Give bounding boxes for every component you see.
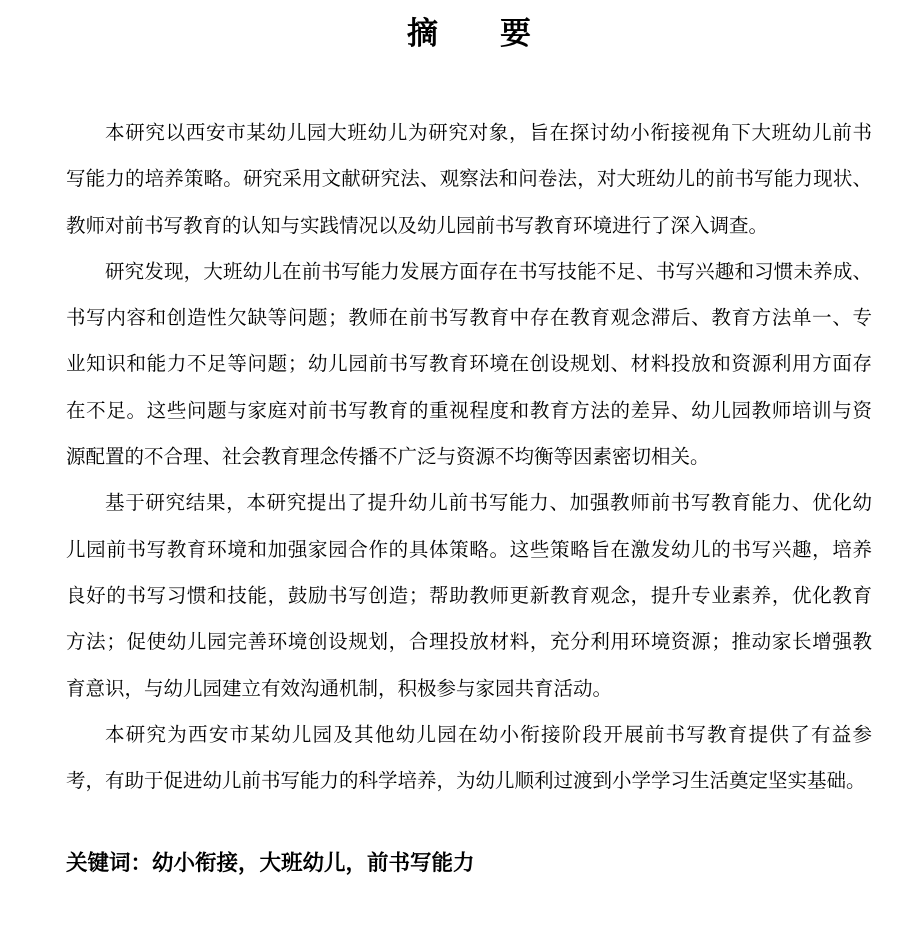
paragraph-line: 研究发现，大班幼儿在前书写能力发展方面存在书写技能不足、书写兴趣和习惯未养成、	[105, 261, 872, 283]
paragraph	[66, 111, 872, 250]
keywords-terms: 幼小衔接，大班幼儿，前书写能力	[152, 851, 475, 876]
paragraph	[66, 250, 872, 481]
paragraph-line: 教师对前书写教育的认知与实践情况以及幼儿园前书写教育环境进行了深入调查。	[66, 215, 769, 237]
paragraph	[66, 481, 872, 712]
paragraph-line: 写能力的培养策略。研究采用文献研究法、观察法和问卷法，对大班幼儿的前书写能力现状、	[66, 169, 872, 191]
paragraph	[66, 713, 872, 806]
paragraph-line: 基于研究结果，本研究提出了提升幼儿前书写能力、加强教师前书写教育能力、优化幼	[105, 493, 872, 515]
paragraph-line: 本研究为西安市某幼儿园及其他幼儿园在幼小衔接阶段开展前书写教育提供了有益参	[105, 724, 872, 746]
page-title: 摘 要	[407, 16, 531, 51]
paragraph-line: 本研究以西安市某幼儿园大班幼儿为研究对象，旨在探讨幼小衔接视角下大班幼儿前书	[105, 123, 872, 144]
paragraph-line: 方法；促使幼儿园完善环境创设规划，合理投放材料，充分利用环境资源；推动家长增强教	[66, 632, 872, 654]
paragraph-line: 源配置的不合理、社会教育理念传播不广泛与资源不均衡等因素密切相关。	[66, 447, 710, 469]
paragraph-line: 在不足。这些问题与家庭对前书写教育的重视程度和教育方法的差异、幼儿园教师培训与资	[66, 400, 872, 422]
paragraph-line: 育意识，与幼儿园建立有效沟通机制，积极参与家园共育活动。	[66, 678, 613, 700]
paragraph-line: 良好的书写习惯和技能，鼓励书写创造；帮助教师更新教育观念，提升专业素养，优化教育	[66, 585, 872, 607]
paragraph-line: 书写内容和创造性欠缺等问题；教师在前书写教育中存在教育观念滞后、教育方法单一、专	[66, 308, 872, 330]
paragraph-line: 儿园前书写教育环境和加强家园合作的具体策略。这些策略旨在激发幼儿的书写兴趣，培养	[66, 539, 872, 561]
paragraph-line: 考，有助于促进幼儿前书写能力的科学培养，为幼儿顺利过渡到小学学习生活奠定坚实基础。	[66, 771, 866, 793]
abstract-body	[66, 111, 872, 805]
keywords-line	[66, 840, 872, 886]
keywords-label: 关键词：	[66, 851, 153, 876]
paragraph-line: 业知识和能力不足等问题；幼儿园前书写教育环境在创设规划、材料投放和资源利用方面存	[66, 354, 872, 376]
